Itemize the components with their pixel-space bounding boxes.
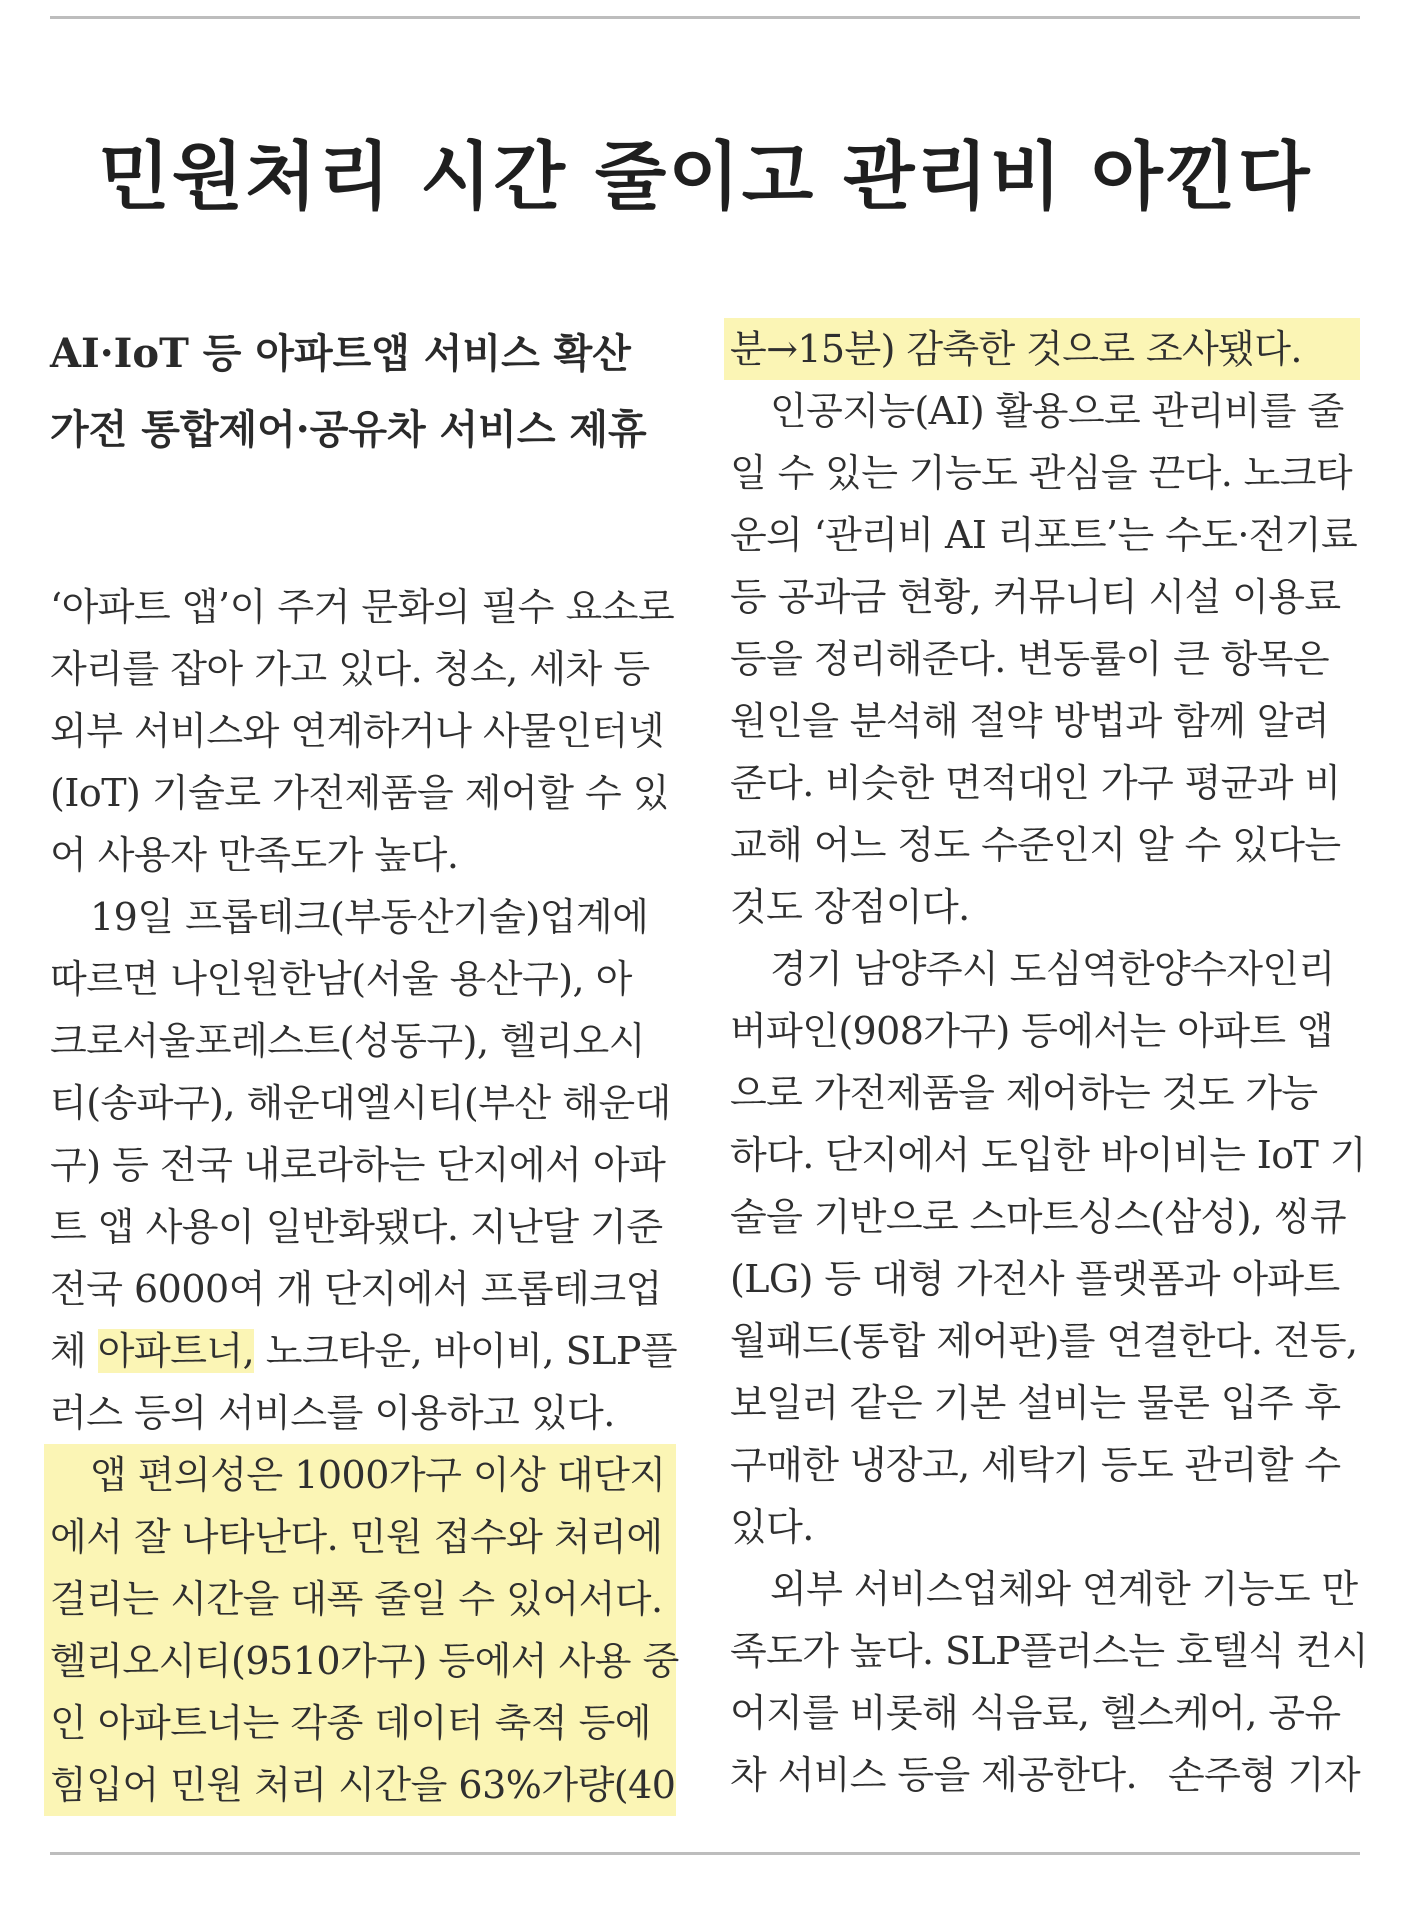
body-line: 러스 등의 서비스를 이용하고 있다. [50, 1391, 615, 1435]
headline: 민원처리 시간 줄이고 관리비 아낀다 [98, 134, 1312, 220]
body-line: 월패드(통합 제어판)를 연결한다. 전등, [730, 1319, 1358, 1363]
highlighted-body-line: 인 아파트너는 각종 데이터 축적 등에 [44, 1692, 676, 1754]
body-line: 19일 프롭테크(부동산기술)업계에 [90, 895, 649, 939]
highlighted-body-line: 분→15분) 감축한 것으로 조사됐다. [724, 318, 1360, 380]
body-line: 등 공과금 현황, 커뮤니티 시설 이용료 [730, 575, 1341, 619]
text-segment: 체 [50, 1329, 98, 1373]
top-rule [50, 16, 1360, 19]
highlighted-text: 아파트너, [97, 1329, 255, 1373]
body-line: 술을 기반으로 스마트싱스(삼성), 씽큐 [730, 1195, 1346, 1239]
subhead-line-1: AI·IoT 등 아파트앱 서비스 확산 [50, 330, 631, 377]
text-segment: 노크타운, 바이비, SLP플 [254, 1329, 678, 1373]
body-line: 어지를 비롯해 식음료, 헬스케어, 공유 [730, 1691, 1341, 1735]
body-line: 것도 장점이다. [730, 885, 970, 929]
body-line: 보일러 같은 기본 설비는 물론 입주 후 [730, 1381, 1341, 1425]
subhead-line-2: 가전 통합제어·공유차 서비스 제휴 [50, 406, 647, 453]
body-line: 어 사용자 만족도가 높다. [50, 833, 459, 877]
body-line: 하다. 단지에서 도입한 바이비는 IoT 기 [730, 1133, 1366, 1177]
highlighted-body-line: 앱 편의성은 1000가구 이상 대단지 [44, 1444, 676, 1506]
highlighted-body-line: 에서 잘 나타난다. 민원 접수와 처리에 [44, 1506, 676, 1568]
body-line: 트 앱 사용이 일반화됐다. 지난달 기준 [50, 1205, 663, 1249]
subheadline [50, 316, 676, 468]
body-line: ‘아파트 앱’이 주거 문화의 필수 요소로 [50, 585, 675, 629]
body-line: 경기 남양주시 도심역한양수자인리 [770, 947, 1335, 991]
body-line: 티(송파구), 해운대엘시티(부산 해운대 [50, 1081, 671, 1125]
body-line: 구매한 냉장고, 세탁기 등도 관리할 수 [730, 1443, 1341, 1487]
body-line: 따르면 나인원한남(서울 용산구), 아 [50, 957, 632, 1001]
body-line: 일 수 있는 기능도 관심을 끈다. 노크타 [730, 451, 1352, 495]
body-line: 외부 서비스와 연계하거나 사물인터넷 [50, 709, 665, 753]
body-line: 자리를 잡아 가고 있다. 청소, 세차 등 [50, 647, 650, 691]
highlighted-body-line: 힘입어 민원 처리 시간을 63%가량(40 [44, 1754, 676, 1816]
body-line: 원인을 분석해 절약 방법과 함께 알려 [730, 699, 1330, 743]
body-line: 등을 정리해준다. 변동률이 큰 항목은 [730, 637, 1330, 681]
byline: 손주형 기자 [1167, 1753, 1360, 1797]
body-line: 크로서울포레스트(성동구), 헬리오시 [50, 1019, 645, 1063]
body-line: 족도가 높다. SLP플러스는 호텔식 컨시 [730, 1629, 1368, 1673]
left-column [50, 316, 679, 1816]
left-body-text [50, 576, 679, 1816]
body-line: 외부 서비스업체와 연계한 기능도 만 [770, 1567, 1358, 1611]
body-line-with-highlight [50, 1320, 676, 1382]
body-line: 으로 가전제품을 제어하는 것도 가능 [730, 1071, 1318, 1115]
body-line: (IoT) 기술로 가전제품을 제어할 수 있 [50, 771, 669, 815]
right-body-text [730, 318, 1368, 1806]
body-line: 운의 ‘관리비 AI 리포트’는 수도·전기료 [730, 513, 1358, 557]
body-line: (LG) 등 대형 가전사 플랫폼과 아파트 [730, 1257, 1340, 1301]
body-line: 교해 어느 정도 수준인지 알 수 있다는 [730, 823, 1341, 867]
body-line-with-byline [730, 1744, 1360, 1806]
body-line: 인공지능(AI) 활용으로 관리비를 줄 [770, 389, 1344, 433]
body-line: 버파인(908가구) 등에서는 아파트 앱 [730, 1009, 1334, 1053]
highlighted-body-line: 헬리오시티(9510가구) 등에서 사용 중 [44, 1630, 676, 1692]
body-line: 전국 6000여 개 단지에서 프롭테크업 [50, 1267, 662, 1311]
body-line: 구) 등 전국 내로라하는 단지에서 아파 [50, 1143, 666, 1187]
body-line: 있다. [730, 1505, 814, 1549]
bottom-rule [50, 1852, 1360, 1855]
right-column [730, 318, 1368, 1806]
body-line: 준다. 비슷한 면적대인 가구 평균과 비 [730, 761, 1341, 805]
text-segment: 차 서비스 등을 제공한다. [730, 1753, 1137, 1797]
highlighted-body-line: 걸리는 시간을 대폭 줄일 수 있어서다. [44, 1568, 676, 1630]
